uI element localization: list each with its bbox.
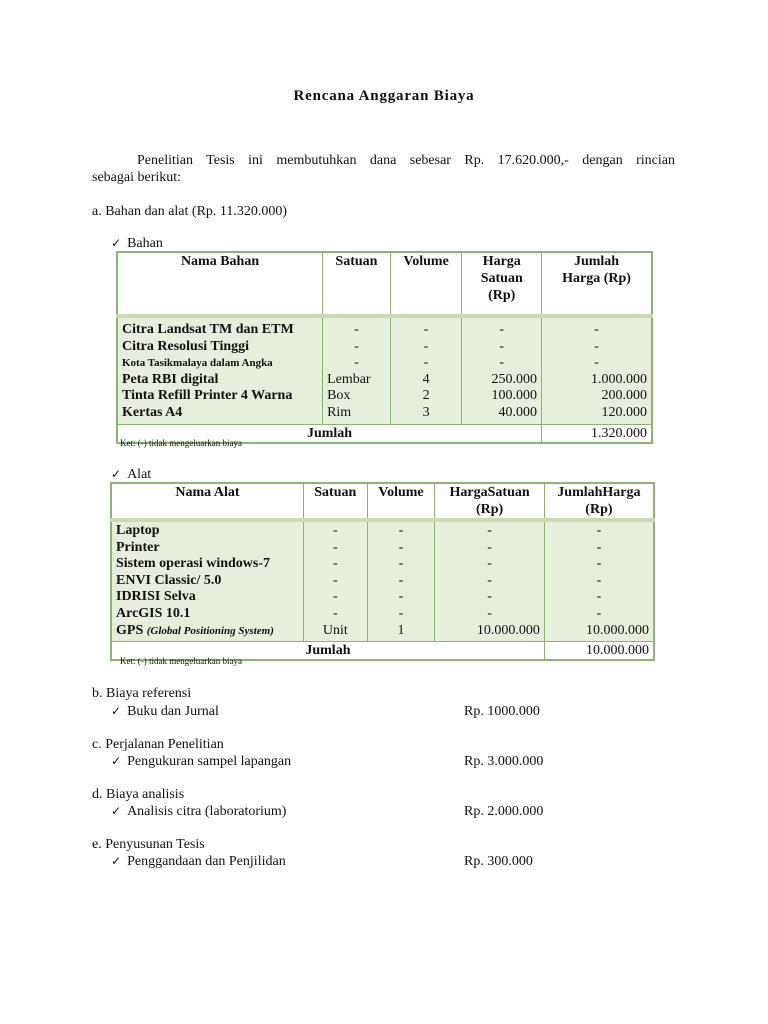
- bahan-total: -: [594, 322, 599, 337]
- section-e-item-text: Penggandaan dan Penjilidan: [127, 854, 286, 869]
- alat-header-row: [111, 483, 654, 520]
- bahan-unit: Lembar: [327, 371, 371, 387]
- alat-prices: [435, 520, 545, 642]
- alat-price: -: [487, 523, 492, 538]
- alat-unit: -: [332, 523, 338, 538]
- bahan-names: [117, 316, 323, 424]
- alat-price: 10.000.000: [476, 622, 540, 638]
- alat-total: -: [596, 589, 602, 605]
- bahan-unit: Box: [327, 388, 351, 404]
- section-d-item-text: Analisis citra (laboratorium): [127, 804, 287, 819]
- alat-table: [110, 482, 655, 661]
- alat-name: ArcGIS 10.1: [116, 605, 191, 621]
- alat-names: [111, 520, 303, 642]
- section-d-item: [111, 803, 286, 820]
- alat-volume: -: [398, 605, 404, 621]
- alat-total-label: Jumlah: [111, 642, 544, 661]
- bahan-header-total-1: Jumlah: [573, 254, 620, 269]
- bahan-total-value: 1.320.000: [542, 424, 652, 443]
- section-e-item: [111, 853, 286, 870]
- alat-volume: -: [398, 523, 404, 538]
- alat-total: -: [596, 572, 602, 588]
- alat-name: IDRISI Selva: [116, 589, 196, 605]
- bahan-price: -: [499, 338, 505, 354]
- section-d-amount: Rp. 2.000.000: [464, 804, 544, 819]
- section-b-item-text: Buku dan Jurnal: [127, 704, 219, 719]
- section-e-amount: Rp. 300.000: [464, 854, 533, 869]
- alat-unit: -: [332, 605, 338, 621]
- alat-name: Sistem operasi windows-7: [116, 556, 271, 572]
- alat-name: [116, 623, 299, 640]
- alat-volume: -: [398, 539, 404, 555]
- bahan-total: 1.000.000: [591, 371, 647, 387]
- bahan-header-total-2: Harga (Rp): [562, 271, 631, 286]
- section-d-heading: d. Biaya analisis: [92, 787, 185, 802]
- bahan-name: Citra Landsat TM dan ETM: [122, 322, 294, 337]
- section-b-heading: b. Biaya referensi: [92, 686, 192, 701]
- bahan-volume: 4: [422, 371, 430, 387]
- bahan-volume: 3: [422, 404, 430, 420]
- alat-price: -: [487, 556, 492, 572]
- alat-volume: 1: [397, 622, 405, 638]
- alat-header-total: [544, 483, 654, 520]
- alat-header-price-2: (Rp): [475, 502, 504, 517]
- bahan-total: -: [594, 355, 599, 371]
- bahan-name: Kota Tasikmalaya dalam Angka: [122, 357, 273, 370]
- alat-total: -: [596, 605, 602, 621]
- intro-line-2: sebagai berikut:: [92, 170, 182, 185]
- alat-header-name: Nama Alat: [111, 483, 303, 520]
- alat-volumes: [367, 520, 435, 642]
- bahan-total: 200.000: [601, 388, 647, 404]
- bahan-total-label: Jumlah: [117, 424, 542, 443]
- bahan-price: -: [499, 322, 505, 337]
- section-e-heading: e. Penyusunan Tesis: [92, 837, 205, 852]
- bahan-header-unit: Satuan: [323, 252, 391, 316]
- bahan-volume: -: [423, 338, 429, 354]
- bahan-volume: -: [423, 355, 429, 371]
- bahan-header-price-2: Satuan: [480, 271, 523, 286]
- bahan-total: -: [594, 338, 599, 354]
- alat-header-unit: Satuan: [303, 483, 367, 520]
- bahan-volume: -: [423, 322, 429, 337]
- alat-header-price: [435, 483, 545, 520]
- alat-total-value: 10.000.000: [544, 642, 654, 661]
- bahan-name: Tinta Refill Printer 4 Warna: [122, 388, 293, 404]
- alat-name-gps: GPS: [116, 622, 144, 638]
- alat-volume: -: [398, 556, 404, 572]
- section-c-heading: c. Perjalanan Penelitian: [92, 737, 224, 752]
- alat-name: Printer: [116, 539, 160, 555]
- bahan-unit: -: [354, 322, 359, 337]
- alat-volume: -: [398, 572, 404, 588]
- alat-note: Ket: (-) tidak mengeluarkan biaya: [120, 656, 242, 666]
- alat-volume: -: [398, 589, 404, 605]
- bahan-volumes: [390, 316, 462, 424]
- alat-body-row: [111, 520, 654, 642]
- bahan-price: 40.000: [498, 404, 538, 420]
- bahan-header-price: [462, 252, 542, 316]
- alat-unit: -: [332, 556, 338, 572]
- section-a-heading: a. Bahan dan alat (Rp. 11.320.000): [92, 204, 288, 219]
- page-title: Rencana Anggaran Biaya: [293, 88, 475, 104]
- section-c-item: [111, 753, 291, 770]
- alat-header-volume: Volume: [367, 483, 435, 520]
- alat-label-text: Alat: [127, 467, 152, 482]
- alat-unit: -: [332, 572, 338, 588]
- alat-name-gps-suffix: (Global Positioning System): [146, 624, 274, 637]
- section-c-item-text: Pengukuran sampel lapangan: [127, 754, 292, 769]
- bahan-unit: -: [354, 338, 359, 354]
- alat-units: [303, 520, 367, 642]
- alat-total: 10.000.000: [586, 622, 649, 638]
- bahan-header-price-3: (Rp): [488, 288, 516, 303]
- alat-name: Laptop: [116, 523, 160, 538]
- alat-label: [111, 466, 151, 483]
- section-b-amount: Rp. 1000.000: [464, 704, 540, 719]
- bahan-unit: -: [354, 355, 359, 371]
- bahan-price: 250.000: [491, 371, 538, 387]
- alat-total: -: [596, 523, 602, 538]
- alat-header-total-2: (Rp): [585, 502, 613, 517]
- bahan-total: 120.000: [601, 404, 647, 420]
- alat-totals: [544, 520, 654, 642]
- alat-price: -: [487, 572, 492, 588]
- bahan-prices: [462, 316, 542, 424]
- bahan-table: [116, 251, 653, 444]
- alat-header-price-1: HargaSatuan: [449, 485, 530, 500]
- alat-name: ENVI Classic/ 5.0: [116, 572, 222, 588]
- alat-total: -: [596, 539, 602, 555]
- bahan-volume: 2: [422, 388, 430, 404]
- bahan-name: Citra Resolusi Tinggi: [122, 338, 250, 354]
- bahan-header-volume: Volume: [390, 252, 462, 316]
- intro-line-1: Penelitian Tesis ini membutuhkan dana sebesar Rp. 17.620.000,- dengan rincian: [137, 153, 675, 168]
- bahan-units: [323, 316, 391, 424]
- bahan-label-text: Bahan: [127, 236, 163, 251]
- alat-unit: Unit: [322, 622, 348, 638]
- bahan-price: -: [499, 355, 505, 371]
- alat-unit: -: [332, 539, 338, 555]
- bahan-totals: [542, 316, 652, 424]
- bahan-price: 100.000: [491, 388, 538, 404]
- alat-price: -: [487, 539, 492, 555]
- bahan-header-total: [542, 252, 652, 316]
- bahan-header-price-1: Harga: [482, 254, 521, 269]
- bahan-name: Peta RBI digital: [122, 371, 219, 387]
- bahan-note: Ket: (-) tidak mengeluarkan biaya: [120, 438, 242, 448]
- alat-price: -: [487, 605, 492, 621]
- alat-price: -: [487, 589, 492, 605]
- alat-unit: -: [332, 589, 338, 605]
- bahan-body-row: [117, 316, 652, 424]
- bahan-label: [111, 235, 163, 252]
- alat-total: -: [596, 556, 602, 572]
- section-b-item: [111, 703, 219, 720]
- bahan-header-name: Nama Bahan: [117, 252, 323, 316]
- bahan-header-row: [117, 252, 652, 316]
- section-c-amount: Rp. 3.000.000: [464, 754, 544, 769]
- bahan-name: Kertas A4: [122, 404, 183, 420]
- alat-header-total-1: JumlahHarga: [557, 485, 641, 500]
- bahan-unit: Rim: [327, 404, 352, 420]
